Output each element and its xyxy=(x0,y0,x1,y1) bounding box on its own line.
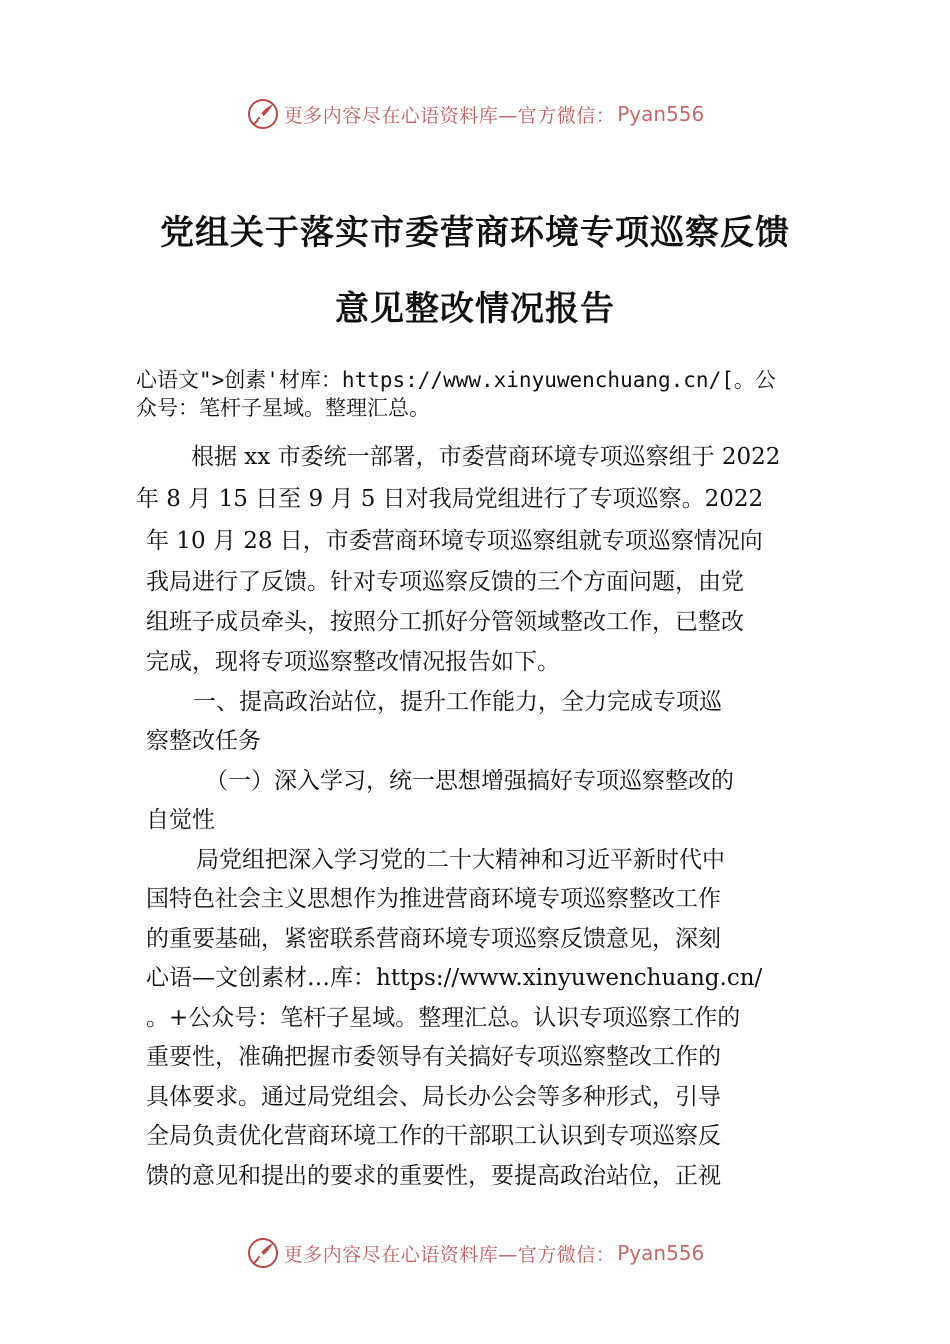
quill-pen-logo-icon xyxy=(246,97,280,131)
body-line: 国特色社会主义思想作为推进营商环境专项巡察整改工作 xyxy=(146,886,721,912)
banner-wechat-id: Pyan556 xyxy=(617,102,705,126)
body-line: 具体要求。通过局党组会、局长办公会等多种形式，引导 xyxy=(146,1084,721,1110)
body-line: 馈的意见和提出的要求的重要性，要提高政治站位，正视 xyxy=(146,1163,721,1189)
subsection-heading-1-line-1: （一）深入学习，统一思想增强搞好专项巡察整改的 xyxy=(205,768,734,794)
body-line: 心语—文创素材…库：https://www.xinyuwenchuang.cn/ xyxy=(146,965,763,991)
body-line: 根据 xx 市委统一部署，市委营商环境专项巡察组于 2022 xyxy=(191,444,781,470)
body-line: 我局进行了反馈。针对专项巡察反馈的三个方面问题，由党 xyxy=(146,569,744,595)
footer-watermark-banner xyxy=(0,1233,950,1273)
document-title-line-2: 意见整改情况报告 xyxy=(335,289,615,329)
body-line: 年 10 月 28 日，市委营商环境专项巡察组就专项巡察情况向 xyxy=(146,528,763,554)
body-line: 完成，现将专项巡察整改情况报告如下。 xyxy=(146,649,560,675)
document-title-line-1: 党组关于落实市委营商环境专项巡察反馈 xyxy=(160,213,790,253)
section-heading-1-line-1: 一、提高政治站位，提升工作能力，全力完成专项巡 xyxy=(193,689,722,715)
body-line: 年 8 月 15 日至 9 月 5 日对我局党组进行了专项巡察。2022 xyxy=(136,486,764,512)
quill-pen-logo-icon xyxy=(246,1236,280,1270)
source-note-line-1: 心语文">创素'材库：https://www.xinyuwenchuang.cn/[。公 xyxy=(136,368,776,392)
subsection-heading-1-line-2: 自觉性 xyxy=(146,807,215,833)
banner-text: 更多内容尽在心语资料库—官方微信： xyxy=(283,1243,616,1266)
body-line: 局党组把深入学习党的二十大精神和习近平新时代中 xyxy=(196,847,725,873)
header-watermark-banner xyxy=(0,94,950,134)
source-note-line-2: 众号：笔杆子星域。整理汇总。 xyxy=(136,396,430,420)
body-line: 的重要基础，紧密联系营商环境专项巡察反馈意见，深刻 xyxy=(146,926,721,952)
body-line: 重要性，准确把握市委领导有关搞好专项巡察整改工作的 xyxy=(146,1044,721,1070)
section-heading-1-line-2: 察整改任务 xyxy=(146,728,261,754)
body-line: 全局负责优化营商环境工作的干部职工认识到专项巡察反 xyxy=(146,1123,721,1149)
body-line: 。+公众号：笔杆子星域。整理汇总。认识专项巡察工作的 xyxy=(146,1005,741,1031)
banner-text: 更多内容尽在心语资料库—官方微信： xyxy=(283,104,616,127)
banner-wechat-id: Pyan556 xyxy=(617,1241,705,1265)
body-line: 组班子成员牵头，按照分工抓好分管领域整改工作，已整改 xyxy=(146,609,744,635)
